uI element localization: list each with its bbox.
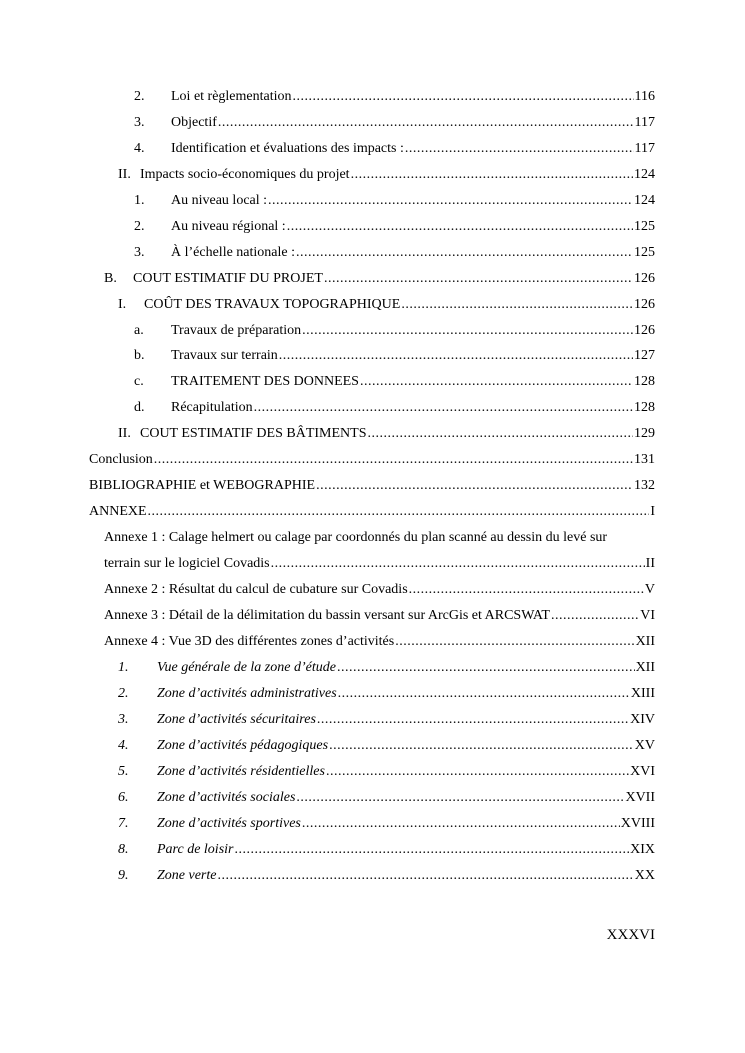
dot-leader — [338, 685, 630, 703]
toc-entry-page: XVIII — [620, 816, 655, 831]
toc-entry-title: Annexe 2 : Résultat du calcul de cubature sur Covadis — [104, 582, 408, 597]
toc-entry — [118, 737, 655, 755]
toc-entry-page: XIV — [630, 712, 655, 727]
toc-entry-title: ANNEXE — [89, 504, 147, 519]
toc-entry-title: Zone d’activités pédagogiques — [157, 738, 329, 753]
toc-entry-page: 125 — [634, 245, 655, 260]
toc-entry-number: 1. — [118, 660, 129, 675]
toc-entry-page: 126 — [634, 323, 655, 338]
toc-entry-page: 126 — [634, 271, 655, 286]
toc-entry — [104, 555, 655, 573]
toc-entry-number: 2. — [134, 89, 145, 104]
toc-entry-number: 1. — [134, 193, 145, 208]
toc-entry — [118, 789, 655, 807]
toc-entry-page: 124 — [634, 193, 655, 208]
toc-entry — [104, 581, 655, 599]
dot-leader — [324, 270, 633, 288]
toc-entry-title: COUT ESTIMATIF DES BÂTIMENTS — [140, 426, 367, 441]
toc-entry-number: 3. — [134, 245, 145, 260]
dot-leader — [217, 867, 633, 885]
toc-entry-number: 2. — [134, 219, 145, 234]
toc-entry — [134, 322, 655, 340]
dot-leader — [329, 737, 634, 755]
toc-entry-page: II — [645, 556, 655, 571]
dot-leader — [405, 140, 634, 158]
dot-leader — [360, 373, 633, 391]
toc-entry-title: Zone d’activités sociales — [157, 790, 296, 805]
toc-entry-page: XV — [634, 738, 655, 753]
dot-leader — [395, 633, 634, 651]
toc-entry-page: 131 — [634, 452, 655, 467]
toc-entry-page: 132 — [634, 478, 655, 493]
toc-entry — [118, 711, 655, 729]
toc-entry-number: I. — [118, 297, 127, 312]
toc-entry-page: 116 — [634, 89, 655, 104]
toc-entry — [104, 270, 655, 288]
toc-entry — [104, 607, 655, 625]
toc-entry-number: II. — [118, 167, 131, 182]
toc-entry-page: V — [644, 582, 655, 597]
dot-leader — [293, 88, 634, 106]
dot-leader — [317, 711, 629, 729]
toc-entry-title: Impacts socio-économiques du projet — [140, 167, 350, 182]
toc-entry-title: Annexe 1 : Calage helmert ou calage par coordonnés du plan scanné au dessin du levé sur — [104, 530, 608, 545]
toc-entry-title: Parc de loisir — [157, 842, 234, 857]
dot-leader — [148, 503, 650, 521]
toc-entry-title: Récapitulation — [171, 400, 253, 415]
toc-entry-title: Identification et évaluations des impacts : — [171, 141, 404, 156]
toc-entry — [118, 867, 655, 885]
dot-leader — [401, 296, 633, 314]
toc-entry — [104, 633, 655, 651]
toc-entry-page: 126 — [634, 297, 655, 312]
toc-entry-page: 117 — [634, 115, 655, 130]
toc-entry-title: Zone verte — [157, 868, 217, 883]
toc-entry — [134, 192, 655, 210]
dot-leader — [254, 399, 633, 417]
toc-entry-page: 128 — [634, 374, 655, 389]
toc-entry-number: a. — [134, 323, 144, 338]
dot-leader — [351, 166, 633, 184]
dot-leader — [218, 114, 634, 132]
toc-entry — [134, 244, 655, 262]
toc-entry-number: B. — [104, 271, 117, 286]
toc-entry — [118, 659, 655, 677]
toc-entry-page: VI — [640, 608, 655, 623]
toc-entry-page: XIII — [630, 686, 655, 701]
toc-entry — [118, 685, 655, 703]
toc-entry-title: Objectif — [171, 115, 217, 130]
toc-entry — [89, 451, 655, 469]
toc-entry — [104, 529, 655, 547]
toc-entry-title: terrain sur le logiciel Covadis — [104, 556, 270, 571]
toc-entry-page: XII — [635, 660, 655, 675]
toc-entry-title: COÛT DES TRAVAUX TOPOGRAPHIQUE — [144, 297, 401, 312]
toc-entry-page: XVI — [630, 764, 655, 779]
toc-entry-title: Conclusion — [89, 452, 153, 467]
toc-entry-number: 7. — [118, 816, 129, 831]
toc-entry — [134, 218, 655, 236]
dot-leader — [409, 581, 644, 599]
toc-entry — [134, 347, 655, 365]
toc-entry-title: Vue générale de la zone d’étude — [157, 660, 336, 675]
toc-entry — [134, 114, 655, 132]
toc-entry-number: 3. — [134, 115, 145, 130]
dot-leader — [154, 451, 633, 469]
dot-leader — [302, 815, 620, 833]
toc-entry-number: 4. — [118, 738, 129, 753]
toc-entry-number: 3. — [118, 712, 129, 727]
dot-leader — [268, 192, 633, 210]
toc-entry-number: b. — [134, 348, 145, 363]
toc-entry-page: I — [650, 504, 655, 519]
dot-leader — [234, 841, 629, 859]
toc-entry — [118, 815, 655, 833]
toc-entry-page: XVII — [625, 790, 655, 805]
toc-entry-number: 5. — [118, 764, 129, 779]
toc-entry-number: II. — [118, 426, 131, 441]
toc-entry-title: Au niveau local : — [171, 193, 268, 208]
page-number: XXXVI — [606, 927, 655, 943]
toc-entry-page: XX — [634, 868, 655, 883]
toc-entry-number: d. — [134, 400, 145, 415]
toc-entry-title: Travaux de préparation — [171, 323, 302, 338]
dot-leader — [367, 425, 633, 443]
toc-entry — [134, 88, 655, 106]
dot-leader — [551, 607, 639, 625]
dot-leader — [302, 322, 633, 340]
dot-leader — [296, 789, 624, 807]
toc-entry-title: Travaux sur terrain — [171, 348, 278, 363]
toc-entry — [89, 477, 655, 495]
toc-entry-title: Zone d’activités résidentielles — [157, 764, 325, 779]
toc-entry-number: 9. — [118, 868, 129, 883]
dot-leader — [326, 763, 629, 781]
toc-entry — [134, 140, 655, 158]
toc-entry-page: 124 — [634, 167, 655, 182]
toc-entry-title: Zone d’activités sportives — [157, 816, 301, 831]
toc-entry — [118, 841, 655, 859]
toc-entry-page: XIX — [630, 842, 655, 857]
toc-entry — [134, 373, 655, 391]
toc-entry-title: TRAITEMENT DES DONNEES — [171, 374, 359, 389]
dot-leader — [271, 555, 645, 573]
toc-entry-page: 127 — [634, 348, 655, 363]
dot-leader — [287, 218, 633, 236]
toc-entry-title: BIBLIOGRAPHIE et WEBOGRAPHIE — [89, 478, 316, 493]
toc-entry-number: c. — [134, 374, 144, 389]
toc-entry-title: Zone d’activités sécuritaires — [157, 712, 316, 727]
toc-entry-page: 128 — [634, 400, 655, 415]
toc-entry-title: COUT ESTIMATIF DU PROJET — [133, 271, 323, 286]
toc-entry-title: Annexe 3 : Détail de la délimitation du bassin versant sur ArcGis et ARCSWAT — [104, 608, 550, 623]
toc-entry-number: 2. — [118, 686, 129, 701]
toc-entry-title: Annexe 4 : Vue 3D des différentes zones d’activités — [104, 634, 395, 649]
toc-entry-page: XII — [635, 634, 655, 649]
dot-leader — [337, 659, 635, 677]
toc-entry-page: 129 — [634, 426, 655, 441]
toc-entry — [89, 503, 655, 521]
toc-entry-page: 125 — [634, 219, 655, 234]
toc-entry-title: Zone d’activités administratives — [157, 686, 337, 701]
dot-leader — [316, 477, 633, 495]
dot-leader — [296, 244, 633, 262]
toc-entry-page: 117 — [634, 141, 655, 156]
toc-entry — [118, 763, 655, 781]
toc-entry — [118, 296, 655, 314]
toc-entry-number: 6. — [118, 790, 129, 805]
toc-entry — [118, 166, 655, 184]
toc-entry-number: 4. — [134, 141, 145, 156]
toc-entry — [118, 425, 655, 443]
dot-leader — [279, 347, 633, 365]
toc-entry-number: 8. — [118, 842, 129, 857]
toc-entry — [134, 399, 655, 417]
toc-entry-title: Au niveau régional : — [171, 219, 286, 234]
toc-entry-title: À l’échelle nationale : — [171, 245, 295, 260]
toc-entry-title: Loi et règlementation — [171, 89, 292, 104]
